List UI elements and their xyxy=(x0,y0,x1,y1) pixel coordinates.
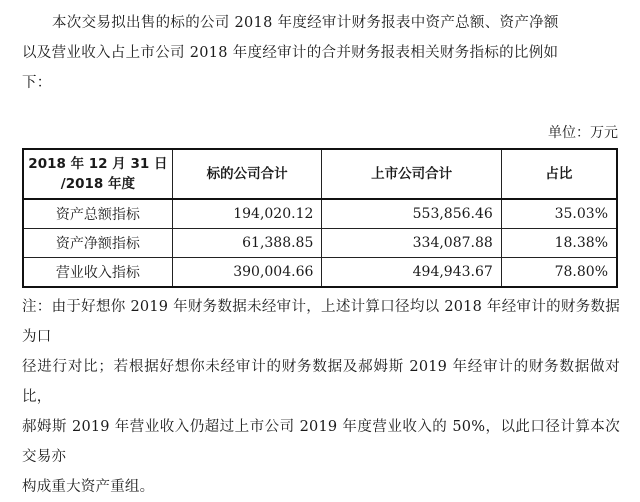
target-value: 194,020.12 xyxy=(172,199,322,229)
footnote-line-1: 注：由于好想你 2019 年财务数据未经审计，上述计算口径均以 2018 年经审计的财务数据为口 xyxy=(22,299,620,345)
listed-value: 334,087.88 xyxy=(322,229,501,258)
ratio-value: 35.03% xyxy=(501,199,617,229)
footnote-line-4: 构成重大资产重组。 xyxy=(22,479,155,495)
footnote-line-3: 郝姆斯 2019 年营业收入仍超过上市公司 2019 年度营业收入的 50%，以此口径计算本次交易亦 xyxy=(22,419,620,465)
row-label: 营业收入指标 xyxy=(23,258,172,288)
intro-line-1: 本次交易拟出售的标的公司 2018 年度经审计财务报表中资产总额、资产净额 xyxy=(52,15,559,31)
header-date-line2: /2018 年度 xyxy=(60,176,135,192)
target-value: 61,388.85 xyxy=(172,229,322,258)
table-row xyxy=(23,199,617,229)
unit-label: 单位：万元 xyxy=(548,125,618,141)
header-date-line1: 2018 年 12 月 31 日 xyxy=(28,156,168,172)
listed-value: 494,943.67 xyxy=(322,258,501,288)
header-date xyxy=(23,149,172,199)
financial-indicator-table xyxy=(22,148,618,288)
header-listed-company: 上市公司合计 xyxy=(322,149,501,199)
footnote-line-2: 径进行对比；若根据好想你未经审计的财务数据及郝姆斯 2019 年经审计的财务数据做对比， xyxy=(22,359,620,405)
ratio-value: 78.80% xyxy=(501,258,617,288)
listed-value: 553,856.46 xyxy=(322,199,501,229)
intro-line-2: 以及营业收入占上市公司 2018 年度经审计的合并财务报表相关财务指标的比例如 xyxy=(22,45,559,61)
row-label: 资产净额指标 xyxy=(23,229,172,258)
header-ratio: 占比 xyxy=(501,149,617,199)
footnote xyxy=(22,292,620,502)
header-target-company: 标的公司合计 xyxy=(172,149,322,199)
table-row xyxy=(23,229,617,258)
row-label: 资产总额指标 xyxy=(23,199,172,229)
table-header-row xyxy=(23,149,617,199)
intro-paragraph xyxy=(22,8,620,98)
ratio-value: 18.38% xyxy=(501,229,617,258)
intro-line-3: 下： xyxy=(22,75,52,91)
target-value: 390,004.66 xyxy=(172,258,322,288)
table-row xyxy=(23,258,617,288)
